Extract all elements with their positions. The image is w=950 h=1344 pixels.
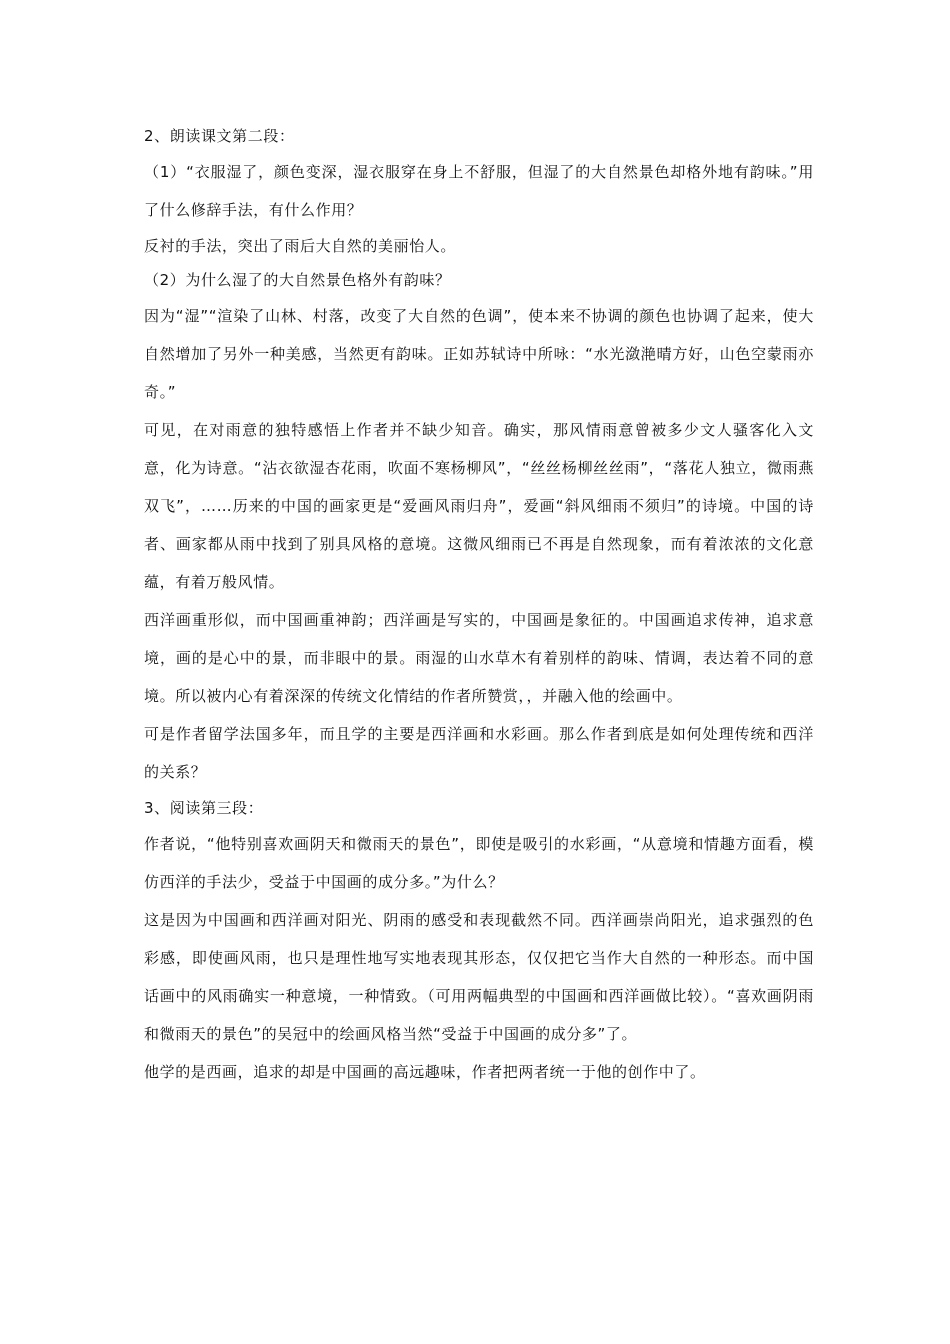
answer-2: 因为“湿”“渲染了山林、村落，改变了大自然的色调”，使本来不协调的颜色也协调了起来，使大自然增加了另外一种美感，当然更有韵味。正如苏轼诗中所咏：“水光潋滟晴方好，山色空蒙雨亦奇。” [144, 307, 814, 401]
question-2: （2）为什么湿了的大自然景色格外有韵味？ [144, 271, 451, 289]
paragraph-transition-question: 可是作者留学法国多年，而且学的主要是西洋画和水彩画。那么作者到底是如何处理传统和西洋的关系？ [144, 725, 814, 781]
paragraph-poetic-resonance: 可见，在对雨意的独特感悟上作者并不缺少知音。确实，那风情雨意曾被多少文人骚客化入文意，化为诗意。“沾衣欲湿杏花雨，吹面不寒杨柳风”，“丝丝杨柳丝丝雨”，“落花人独立，微雨燕双飞”，……历来的中国的画家更是“爱画风雨归舟”，爱画“斜风细雨不须归”的诗境。中国的诗者、画家都从雨中找到了别具风格的意境。这微风细雨已不再是自然现象，而有着浓浓的文化意蕴，有着万般风情。 [144, 421, 814, 591]
answer-3: 这是因为中国画和西洋画对阳光、阴雨的感受和表现截然不同。西洋画崇尚阳光，追求强烈的色彩感，即使画风雨，也只是理性地写实地表现其形态，仅仅把它当作大自然的一种形态。而中国话画中的风雨确实一种意境，一种情致。（可用两幅典型的中国画和西洋画做比较）。“喜欢画阴雨和微雨天的景色”的吴冠中的绘画风格当然“受益于中国画的成分多”了。 [144, 911, 814, 1043]
answer-1: 反衬的手法，突出了雨后大自然的美丽怡人。 [144, 237, 457, 255]
question-3: 作者说，“他特别喜欢画阴天和微雨天的景色”，即使是吸引的水彩画，“从意境和情趣方面看，模仿西洋的手法少，受益于中国画的成分多。”为什么？ [144, 835, 814, 891]
conclusion: 他学的是西画，追求的却是中国画的高远趣味，作者把两者统一于他的创作中了。 [144, 1063, 706, 1081]
question-1: （1）“衣服湿了，颜色变深，湿衣服穿在身上不舒服，但湿了的大自然景色却格外地有韵味。”用了什么修辞手法，有什么作用？ [144, 163, 814, 219]
section-heading-3: 3、阅读第三段： [144, 799, 264, 817]
document-body [144, 119, 814, 1091]
section-heading-2: 2、朗读课文第二段： [144, 127, 295, 145]
paragraph-east-west-painting: 西洋画重形似，而中国画重神韵；西洋画是写实的，中国画是象征的。中国画追求传神，追求意境，画的是心中的景，而非眼中的景。雨湿的山水草木有着别样的韵味、情调，表达着不同的意境。所以被内心有着深深的传统文化情结的作者所赞赏，，并融入他的绘画中。 [144, 611, 814, 705]
